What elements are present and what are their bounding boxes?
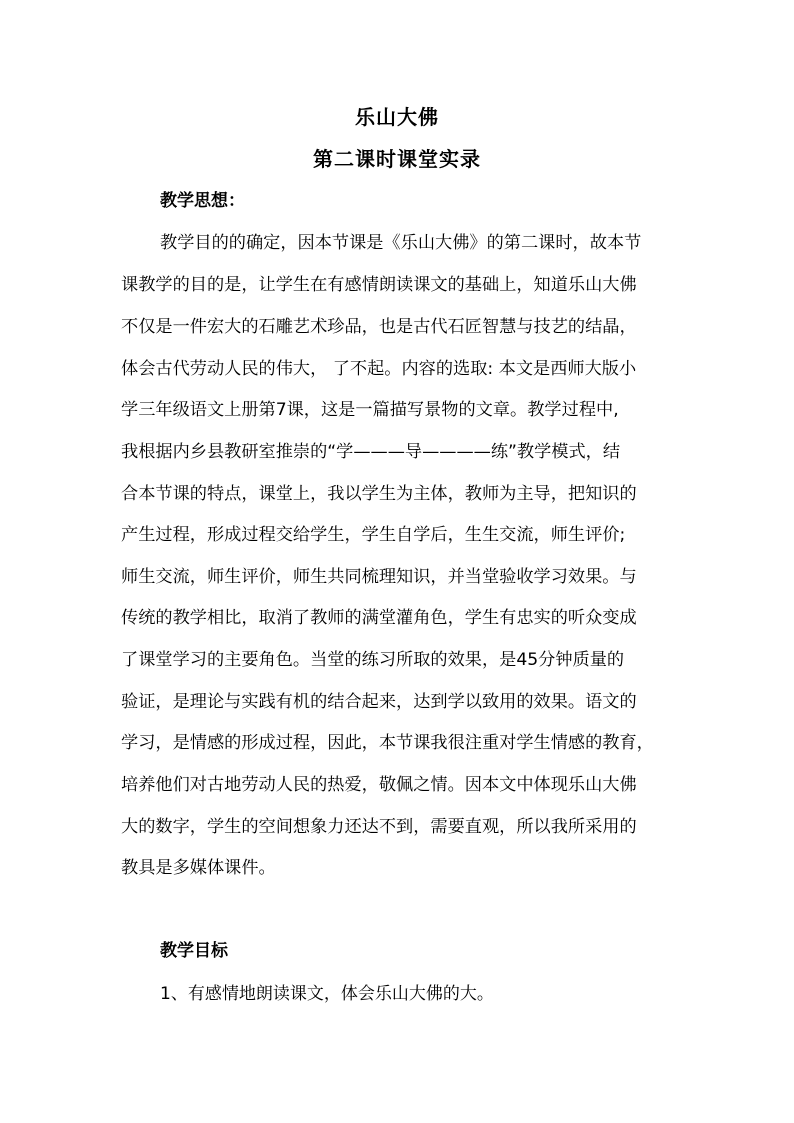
paragraph-line: 师生交流，师生评价，师生共同梳理知识，并当堂验收学习效果。与 bbox=[121, 567, 637, 587]
document-subtitle: 第二课时课堂实录 bbox=[313, 147, 481, 171]
paragraph-line: 培养他们对古地劳动人民的热爱，敬佩之情。因本文中体现乐山大佛 bbox=[121, 775, 637, 795]
paragraph-line: 教具是多媒体课件。 bbox=[121, 858, 276, 878]
section-heading-teaching-thought: 教学思想： bbox=[160, 191, 245, 211]
paragraph-line: 体会古代劳动人民的伟大， 了不起。内容的选取: 本文是西师大版小 bbox=[121, 359, 637, 379]
paragraph-line: 我根据内乡县教研室推崇的“学———导————练”教学模式，结 bbox=[121, 442, 621, 462]
section-heading-teaching-goals: 教学目标 bbox=[160, 941, 228, 961]
paragraph-line: 合本节课的特点，课堂上，我以学生为主体，教师为主导，把知识的 bbox=[121, 484, 637, 504]
paragraph-line: 课教学的目的是，让学生在有感情朗读课文的基础上，知道乐山大佛 bbox=[121, 275, 637, 295]
paragraph-line: 大的数字，学生的空间想象力还达不到，需要直观，所以我所采用的 bbox=[121, 817, 637, 837]
paragraph-line: 教学目的的确定，因本节课是《乐山大佛》的第二课时，故本节 bbox=[160, 233, 642, 253]
paragraph-line: 产生过程，形成过程交给学生，学生自学后，生生交流，师生评价; bbox=[121, 525, 626, 545]
paragraph-line: 验证，是理论与实践有机的结合起来，达到学以致用的效果。语文的 bbox=[121, 692, 637, 712]
goal-list-item: 1、有感情地朗读课文，体会乐山大佛的大。 bbox=[160, 984, 494, 1004]
paragraph-line: 传统的教学相比，取消了教师的满堂灌角色，学生有忠实的听众变成 bbox=[121, 608, 637, 628]
paragraph-line: 了课堂学习的主要角色。当堂的练习所取的效果，是45分钟质量的 bbox=[121, 650, 625, 670]
paragraph-line: 学习，是情感的形成过程，因此，本节课我很注重对学生情感的教育， bbox=[121, 733, 654, 753]
document-title: 乐山大佛 bbox=[355, 105, 439, 129]
paragraph-line: 学三年级语文上册第7课，这是一篇描写景物的文章。教学过程中, bbox=[121, 400, 619, 420]
paragraph-line: 不仅是一件宏大的石雕艺术珍品，也是古代石匠智慧与技艺的结晶， bbox=[121, 317, 637, 337]
